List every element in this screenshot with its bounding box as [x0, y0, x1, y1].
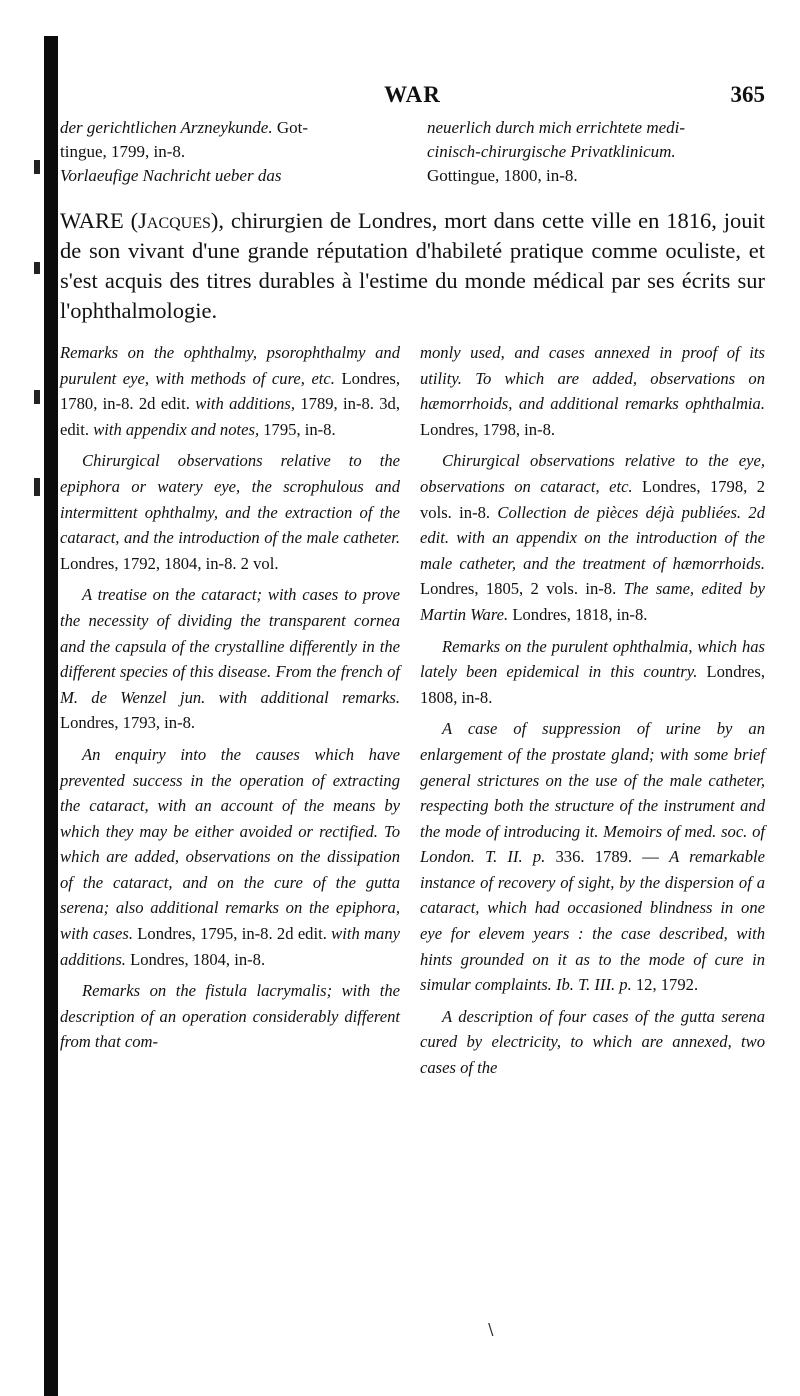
margin-mark — [34, 160, 40, 174]
bibliography-item: An enquiry into the causes which have prevented success in the operation of extracting the cataract, with an account of the means by which they may be either avoided or rectified. To which are added, observations on the dissipation of the cataract, and on the cure of the gutta serena; also additional remarks on the epiphora, with cases. Londres, 1795, in-8. 2d edit. with many additions. Londres, 1804, in-8. — [60, 744, 400, 969]
continuation-text — [60, 116, 765, 188]
bibliography-item: A description of four cases of the gutta serena cured by electricity, to which are annexed, two cases of the — [420, 1006, 765, 1078]
entry-text: , chirurgien de Londres, mort dans cette ville en 1816, jouit de son vivant d'une grande réputation d'habileté pratique comme oculiste, et s'est acquis des titres durables à l'estime du monde médical par ses écrits sur l'ophthalmologie. — [60, 208, 766, 323]
margin-mark — [34, 262, 40, 274]
text-line: tingue, 1799, in-8. — [60, 142, 186, 161]
bibliography-item: A treatise on the cataract; with cases to prove the necessity of dividing the transparent cornea and the capsula of the crystalline differently in the different species of this disease. From the french of M. de Wenzel jun. with additional remarks. Londres, 1793, in-8. — [60, 585, 400, 733]
text-line: der gerichtlichen Arzneykunde. Got- — [60, 118, 309, 137]
continuation-right — [427, 116, 765, 188]
bibliography-item: Chirurgical observations relative to the eye, observations on cataract, etc. Londres, 1798, 2 vols. in-8. Collection de pièces déjà publiées. 2d edit. with an appendix on the introduction of the male catheter, and the treatment of hæmorrhoids. Londres, 1805, 2 vols. in-8. The same, edited by Martin Ware. Londres, 1818, in-8. — [420, 451, 765, 624]
bibliography-item: Remarks on the fistula lacrymalis; with the description of an operation considerably different from that com- — [60, 981, 400, 1052]
stray-mark-icon: ∖ — [485, 1322, 496, 1339]
bibliography-item: Remarks on the ophthalmy, psorophthalmy and purulent eye, with methods of cure, etc. Londres, 1780, in-8. 2d edit. with additions, 1789, in-8. 3d, edit. with appendix and notes, 1795, in-8. — [60, 343, 400, 439]
bibliography — [60, 340, 765, 1087]
margin-mark — [34, 390, 40, 404]
continuation-left — [60, 116, 398, 188]
entry-name: WARE — [60, 208, 124, 233]
running-title: WAR — [384, 82, 441, 107]
entry-given-name: (Jacques) — [130, 208, 219, 233]
bibliography-item: Remarks on the purulent ophthalmia, which has lately been epidemical in this country. Londres, 1808, in-8. — [420, 636, 765, 707]
text-line: Vorlaeufige Nachricht ueber das — [60, 166, 282, 185]
margin-mark — [34, 478, 40, 496]
bibliography-right-column — [420, 340, 765, 1087]
text-line: Gottingue, 1800, in-8. — [427, 166, 578, 185]
page-number: 365 — [730, 82, 765, 107]
bibliography-item: A case of suppression of urine by an enlargement of the prostate gland; with some brief general strictures on the use of the male catheter, respecting both the structure of the instrument and the mode of introducing it. Memoirs of med. soc. of London. T. II. p. 336. 1789. — A remarkable instance of recovery of sight, by the dispersion of a cataract, which had occasioned blindness in one eye for elevem years : the case described, with hints grounded on it as to the mode of cure in simular complaints. Ib. T. III. p. 12, 1792. — [420, 719, 765, 995]
page-header — [60, 82, 765, 116]
binding-shadow — [44, 36, 58, 1396]
bibliography-left-column — [60, 340, 400, 1087]
text-line: neuerlich durch mich errichtete medi- — [427, 118, 686, 137]
bibliography-item: monly used, and cases annexed in proof of its utility. To which are added, observations on hæmorrhoids, and additional remarks ophthalmia. Londres, 1798, in-8. — [420, 343, 765, 439]
bibliography-item: Chirurgical observations relative to the epiphora or watery eye, the scrophulous and intermittent ophthalmy, and the extraction of the cataract, and the introduction of the male catheter. Londres, 1792, 1804, in-8. 2 vol. — [60, 451, 400, 573]
text-line: cinisch-chirurgische Privatklinicum. — [427, 142, 676, 161]
biography-entry — [60, 206, 765, 326]
page — [60, 82, 765, 1087]
